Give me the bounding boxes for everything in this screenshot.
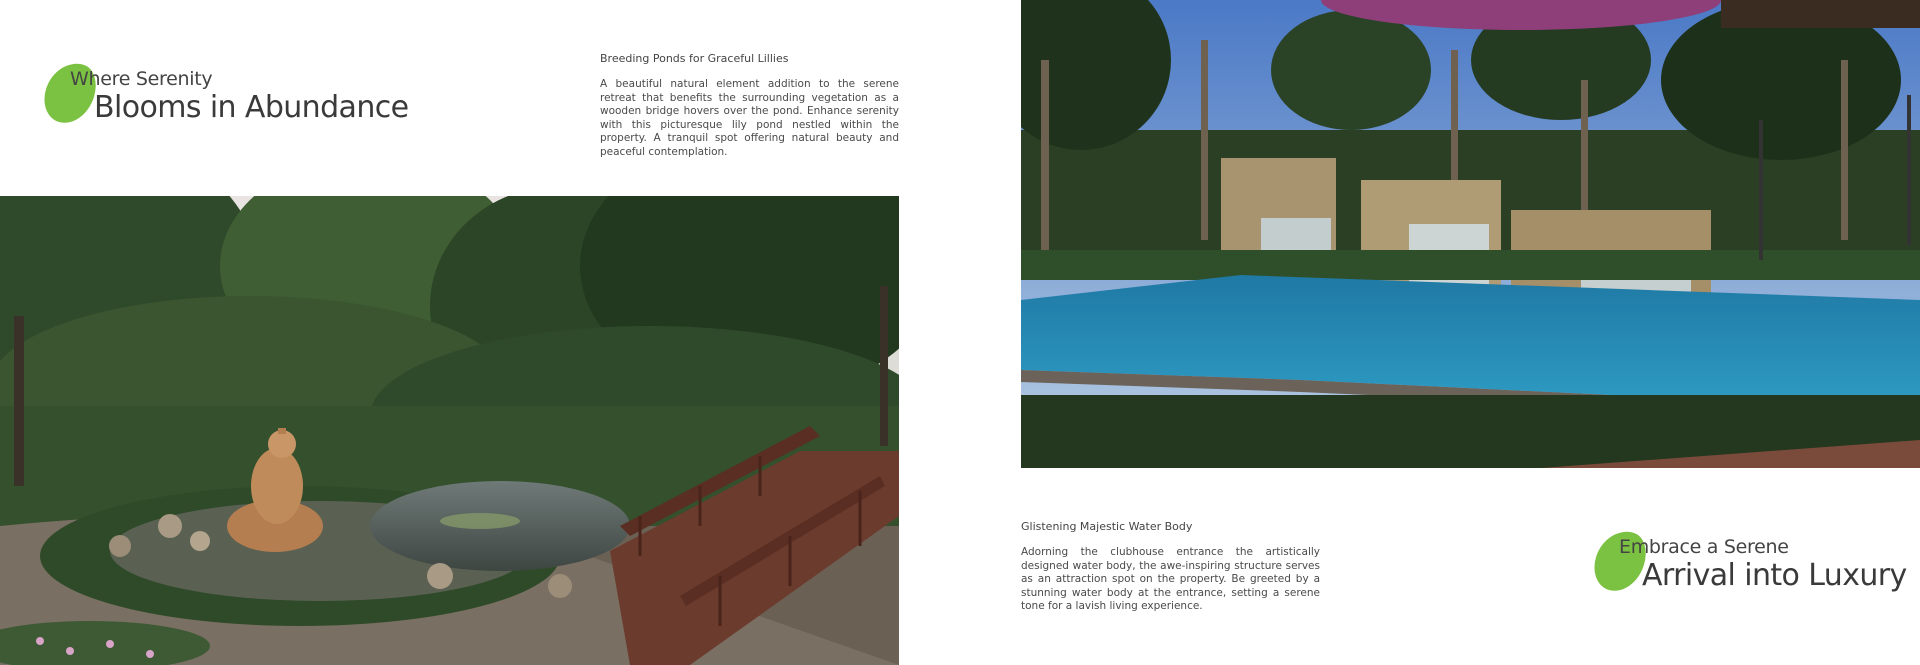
tagline-small-right: Embrace a Serene — [1619, 536, 1789, 558]
caption-body-water-body: Adorning the clubhouse entrance the artistically designed water body, the awe-inspiring structure serves as an attraction spot on the property. Be greeted by a stunning water body at the entrance, setting a serene tone for a lavish living experience. — [1021, 546, 1320, 613]
tagline-big-left: Blooms in Abundance — [94, 90, 409, 125]
tagline-big-right: Arrival into Luxury — [1642, 558, 1907, 593]
tagline-small-left: Where Serenity — [70, 68, 213, 90]
water-body-clubhouse-image — [1021, 0, 1920, 468]
lily-pond-garden-image — [0, 196, 899, 665]
caption-title-water-body: Glistening Majestic Water Body — [1021, 520, 1193, 533]
caption-body-lily-pond: A beautiful natural element addition to the serene retreat that benefits the surrounding vegetation as a wooden bridge hovers over the pond. Enhance serenity with this picturesque lily pond nestled within the property. A tranquil spot offering natural beauty and peaceful contemplation. — [600, 78, 899, 158]
caption-title-lily-pond: Breeding Ponds for Graceful Lillies — [600, 52, 789, 65]
